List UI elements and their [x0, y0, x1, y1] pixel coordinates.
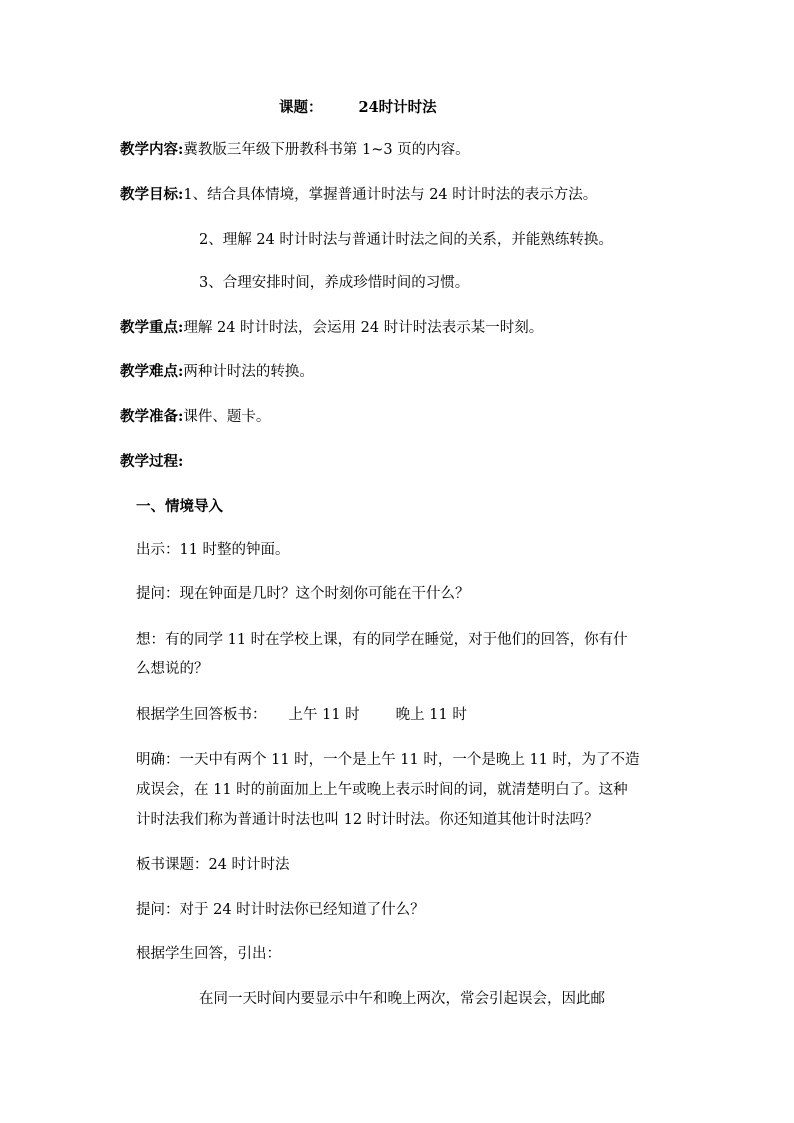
section1-answer-intro: 根据学生回答，引出：	[136, 946, 281, 962]
section1-ask1: 提问：现在钟面是几时？这个时刻你可能在干什么？	[136, 586, 470, 602]
process-label: 教学过程:	[120, 453, 184, 470]
section1-board-row	[136, 705, 467, 725]
section1-ask2: 提问：对于 24 时计时法你已经知道了什么？	[136, 902, 425, 918]
prep-row	[120, 407, 270, 427]
goal-item-3: 3、合理安排时间，养成珍惜时间的习惯。	[199, 275, 470, 291]
board-a: 上午 11 时	[288, 707, 360, 723]
title-label: 课题：	[279, 99, 323, 116]
board-label: 根据学生回答板书：	[136, 707, 267, 723]
section1-clarify-line1: 明确：一天中有两个 11 时，一个是上午 11 时，一个是晚上 11 时，为了不造	[136, 752, 640, 768]
goal-item-1: 1、结合具体情境，掌握普通计时法与 24 时计时法的表示方法。	[183, 187, 598, 203]
content-text: 冀教版三年级下册教科书第 1~3 页的内容。	[183, 142, 470, 158]
page-title	[279, 98, 437, 118]
section1-explain: 在同一天时间内要显示中午和晚上两次，常会引起误会，因此邮	[199, 991, 605, 1007]
content-label: 教学内容:	[120, 141, 184, 158]
title-text: 24时计时法	[358, 99, 437, 116]
difficulty-row	[120, 362, 314, 382]
prep-label: 教学准备:	[120, 408, 184, 425]
section1-heading: 一、情境导入	[136, 498, 223, 515]
difficulty-text: 两种计时法的转换。	[183, 364, 314, 380]
goals-row	[120, 185, 597, 205]
goal-item-2: 2、理解 24 时计时法与普通计时法之间的关系，并能熟练转换。	[199, 232, 613, 248]
keypoint-label: 教学重点:	[120, 319, 184, 336]
section1-think-line2: 么想说的？	[136, 661, 209, 677]
keypoint-text: 理解 24 时计时法，会运用 24 时计时法表示某一时刻。	[183, 320, 544, 336]
section1-show: 出示：11 时整的钟面。	[136, 542, 290, 558]
section1-think-line1: 想：有的同学 11 时在学校上课，有的同学在睡觉，对于他们的回答，你有什	[136, 632, 628, 648]
section1-clarify-line3: 计时法我们称为普通计时法也叫 12 时计时法。你还知道其他计时法吗？	[136, 812, 599, 828]
section1-board-topic: 板书课题：24 时计时法	[136, 857, 290, 873]
keypoint-row	[120, 318, 543, 338]
board-b: 晚上 11 时	[395, 707, 467, 723]
section1-clarify-line2: 成误会，在 11 时的前面加上上午或晚上表示时间的词，就清楚明白了。这种	[136, 782, 628, 798]
goals-label: 教学目标:	[120, 186, 184, 203]
content-row	[120, 140, 470, 160]
prep-text: 课件、题卡。	[183, 409, 271, 425]
difficulty-label: 教学难点:	[120, 363, 184, 380]
